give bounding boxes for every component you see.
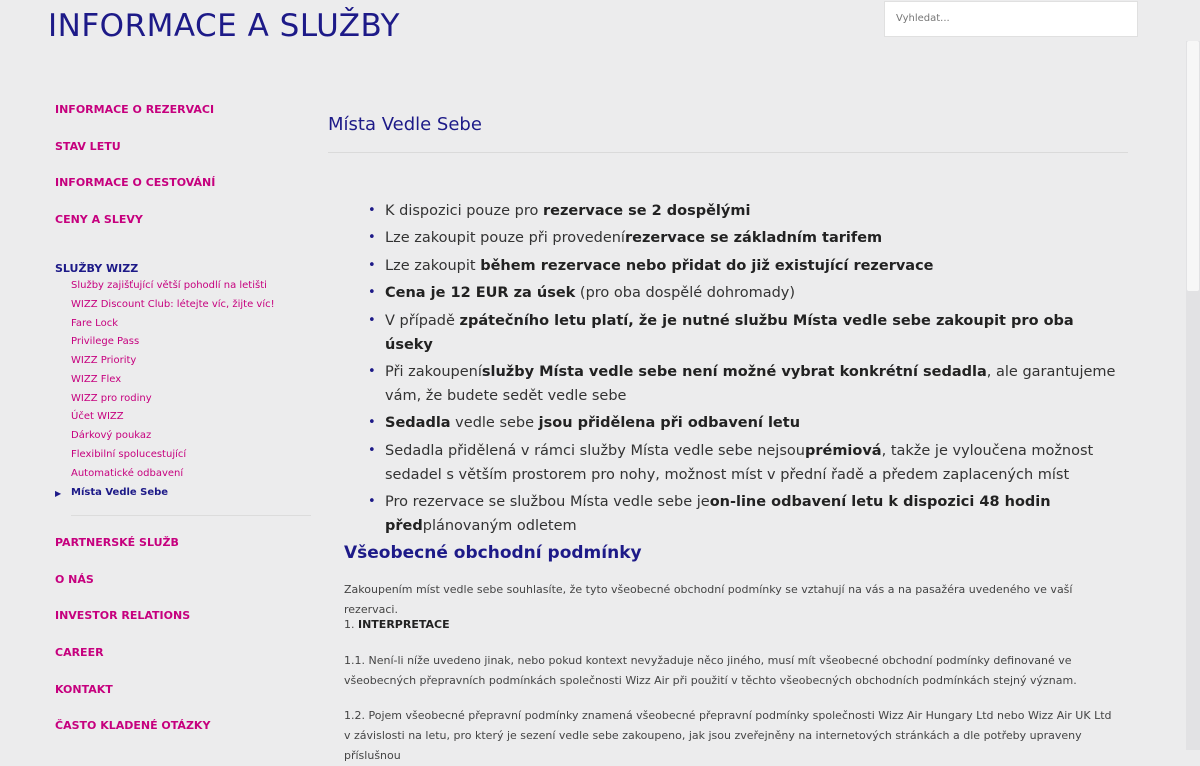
sidebar-subitem[interactable]: WIZZ Flex — [71, 374, 122, 385]
text-run: Pro rezervace se službou Místa vedle sebe je — [385, 494, 710, 511]
sidebar-item-informace-o-cestovani[interactable]: INFORMACE O CESTOVÁNÍ — [55, 176, 216, 189]
sidebar-subitem[interactable]: Fare Lock — [71, 318, 118, 329]
bullet-item — [368, 309, 1124, 357]
bold-text: rezervace se 2 dospělými — [542, 203, 751, 219]
bullet-dot-icon: • — [368, 363, 376, 379]
search-input[interactable]: Vyhledat... — [884, 1, 1138, 37]
bullet-dot-icon: • — [368, 442, 376, 458]
terms-section-heading — [344, 615, 1114, 635]
bullet-item — [368, 360, 1124, 408]
text-run: 1.1. Není-li níže uvedeno jinak, nebo pokud kontext nevyžaduje něco jiného, musí mít všeobecné obchodní podmínky definované ve všeobecných přepravních podmínkách společnosti Wizz Air při použití v těchto všeobecných obchodních podmínkách stejný význam. — [344, 654, 1077, 687]
text-run: plánovaným odletem — [422, 518, 577, 535]
sidebar-subitem[interactable]: Flexibilní spolucestující — [71, 449, 187, 460]
text-run: vedle sebe — [450, 415, 539, 432]
bullet-item — [368, 439, 1124, 487]
bullet-dot-icon: • — [368, 285, 376, 301]
text-run: Při zakoupení — [385, 363, 482, 380]
bold-text: rezervace se základním tarifem — [624, 230, 883, 247]
bold-text: zpátečního letu platí, že je nutné službu Místa vedle sebe zakoupit pro oba úseky — [385, 312, 1074, 353]
terms-paragraph — [344, 580, 1114, 620]
text-run: K dispozici pouze pro — [385, 203, 543, 219]
sidebar-item-informace-o-rezervaci[interactable]: INFORMACE O REZERVACI — [55, 103, 215, 116]
bullet-item — [368, 490, 1124, 538]
bullet-dot-icon: • — [368, 203, 376, 218]
sidebar-item-sluzby-wizz[interactable]: SLUŽBY WIZZ — [55, 262, 139, 275]
scrollbar-thumb[interactable] — [1187, 41, 1199, 291]
bullet-item — [368, 199, 1124, 223]
text-run: 1.2. Pojem všeobecné přepravní podmínky znamená všeobecné přepravní podmínky společnosti Wizz Air Hungary Ltd nebo Wizz Air UK Ltd v závislosti na letu, pro který je sezení vedle sebe zakoupeno, jak jsou zveřejněny na internetových stránkách a dle potřeby upraveny příslušnou — [344, 709, 1112, 762]
page-title: Místa Vedle Sebe — [328, 114, 482, 135]
sidebar-item-ceny-a-slevy[interactable]: CENY A SLEVY — [55, 213, 143, 226]
terms-paragraph — [344, 651, 1114, 691]
bullet-dot-icon: • — [368, 494, 376, 510]
current-item-arrow-icon: ▶ — [55, 489, 62, 498]
sidebar-item-stav-letu[interactable]: STAV LETU — [55, 140, 121, 153]
text-run: Sedadla přidělená v rámci služby Místa vedle sebe nejsou — [385, 442, 805, 459]
sidebar-subitem[interactable]: Privilege Pass — [71, 336, 140, 347]
sidebar-item-kontakt[interactable]: KONTAKT — [55, 683, 113, 696]
text-run: 1. — [344, 618, 358, 631]
sidebar-item-investor-relations[interactable]: INVESTOR RELATIONS — [55, 609, 191, 622]
sidebar-item-career[interactable]: CAREER — [55, 646, 104, 659]
feature-bullet-list — [368, 199, 1124, 542]
text-run: V případě — [385, 312, 460, 329]
bullet-dot-icon: • — [368, 415, 376, 431]
sidebar-subitem-current[interactable]: Místa Vedle Sebe — [71, 487, 169, 498]
bold-text: Sedadla — [385, 415, 451, 432]
bold-text: INTERPRETACE — [358, 618, 450, 631]
sidebar-subitem[interactable]: WIZZ pro rodiny — [71, 393, 152, 404]
bullet-item — [368, 281, 1124, 305]
bold-text: služby Místa vedle sebe není možné vybrat konkrétní sedadla — [481, 363, 987, 380]
sidebar-item-casto-kladene-otazky[interactable]: ČASTO KLADENÉ OTÁZKY — [55, 719, 211, 732]
sidebar-subitem[interactable]: WIZZ Discount Club: létejte víc, žijte víc! — [71, 299, 275, 310]
bullet-dot-icon: • — [368, 257, 376, 273]
text-run: Zakoupením míst vedle sebe souhlasíte, že tyto všeobecné obchodní podmínky se vztahují na vás a na pasažéra uvedeného ve vaší rezervaci. — [344, 583, 1073, 616]
title-divider — [328, 152, 1128, 153]
terms-paragraph — [344, 706, 1114, 766]
bold-text: Cena je 12 EUR za úsek — [385, 285, 576, 302]
text-run: Lze zakoupit — [385, 257, 481, 274]
sidebar-subitem[interactable]: Automatické odbavení — [71, 468, 184, 479]
text-run: , ale garantujeme vám, že budete sedět vedle sebe — [385, 363, 1116, 404]
sidebar-divider — [71, 515, 311, 516]
bullet-item — [368, 254, 1124, 278]
bold-text: během rezervace nebo přidat do již existující rezervace — [480, 257, 934, 274]
text-run: (pro oba dospělé dohromady) — [575, 285, 796, 302]
bullet-dot-icon: • — [368, 230, 376, 246]
bullet-item — [368, 226, 1124, 250]
bold-text: jsou přidělena při odbavení letu — [538, 415, 801, 432]
bold-text: on-line odbavení letu k dispozici 48 hodin před — [385, 494, 1051, 535]
sidebar-item-o-nas[interactable]: O NÁS — [55, 573, 94, 586]
sidebar-subitem[interactable]: Služby zajišťující větší pohodlí na letišti — [71, 280, 267, 291]
sidebar-subitem[interactable]: WIZZ Priority — [71, 355, 137, 366]
sidebar-item-partnerske-sluzby[interactable]: PARTNERSKÉ SLUŽB — [55, 536, 179, 549]
text-run: , takže je vyloučena možnost sedadel s větším prostorem pro nohy, možnost míst v přední řadě a předem zaplacených míst — [385, 442, 1094, 483]
terms-heading: Všeobecné obchodní podmínky — [344, 543, 642, 563]
text-run: Lze zakoupit pouze při provedení — [385, 230, 625, 247]
sidebar-subitem[interactable]: Účet WIZZ — [71, 411, 124, 422]
sidebar-subitem[interactable]: Dárkový poukaz — [71, 430, 152, 441]
bullet-dot-icon: • — [368, 312, 376, 328]
bold-text: prémiová — [804, 442, 882, 459]
page-header-title: INFORMACE A SLUŽBY — [48, 8, 400, 44]
bullet-item — [368, 411, 1124, 435]
